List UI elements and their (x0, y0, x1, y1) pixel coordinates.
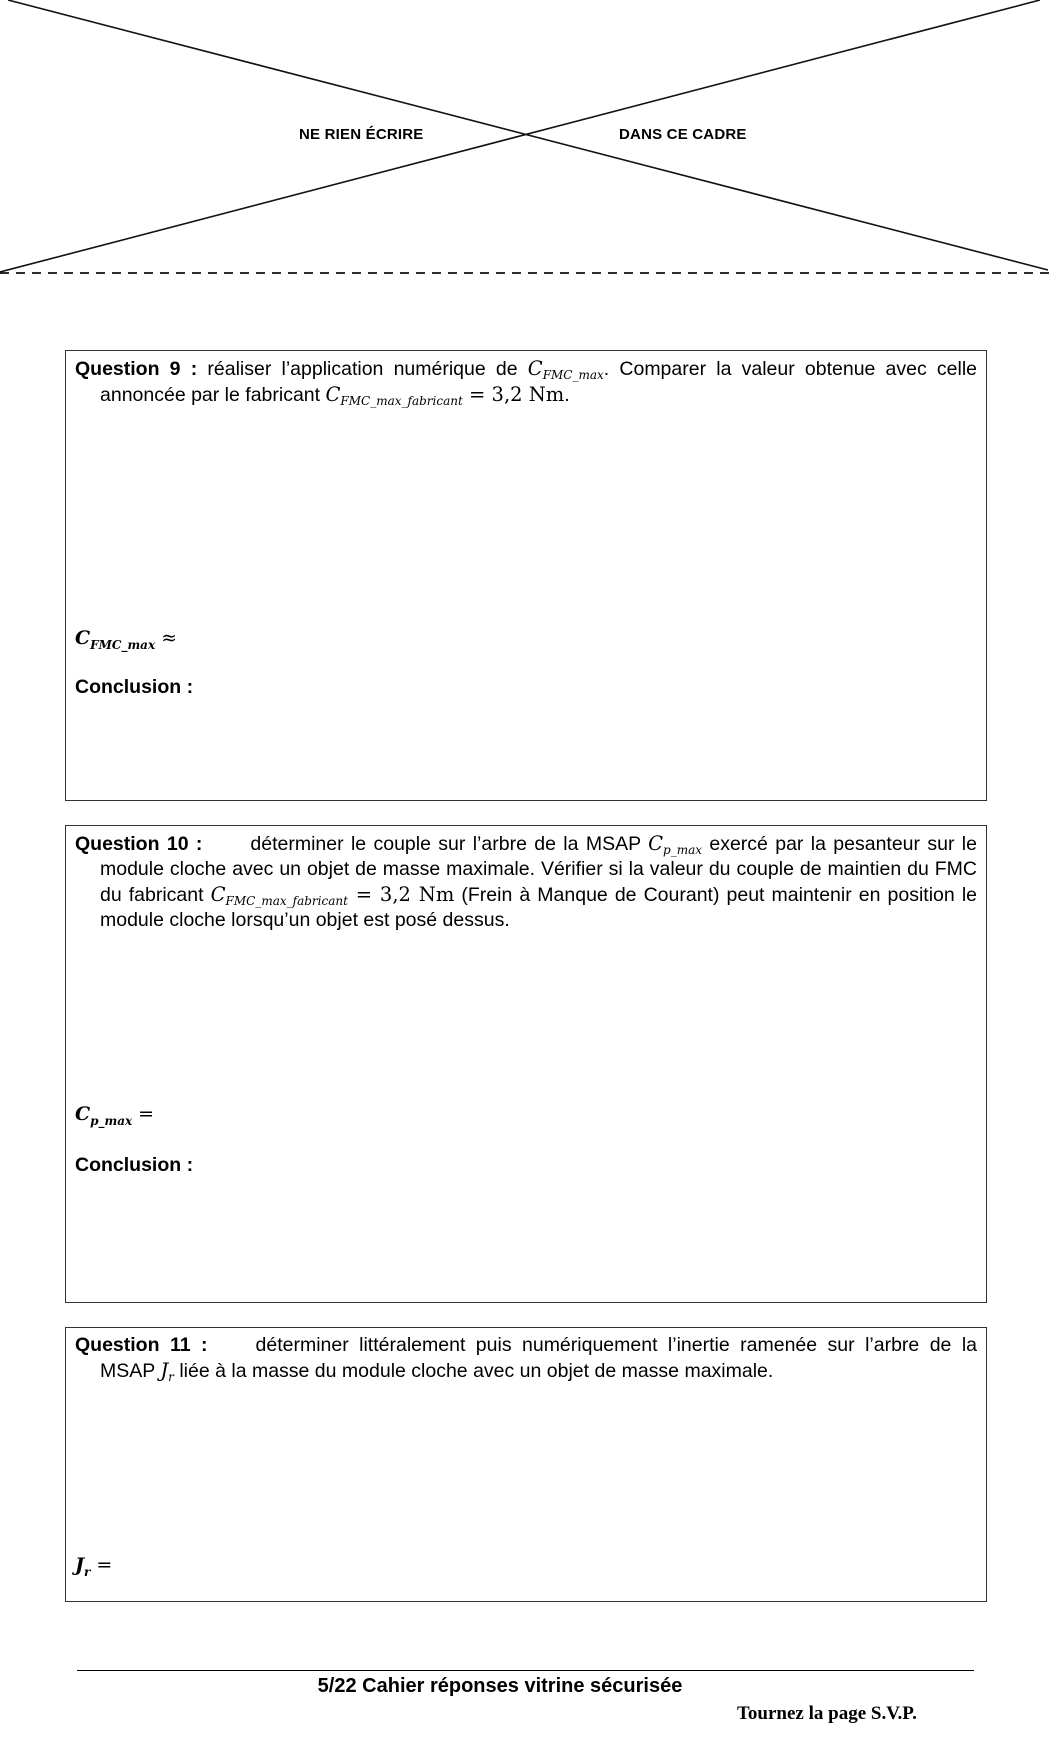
no-write-zone (0, 0, 1054, 290)
answer-c-fmc-max[interactable]: $C_{FMC\_max}$ ≈ (75, 627, 178, 652)
question-11-text-b: liée à la masse du module cloche avec un objet de masse maximale. (173, 1360, 774, 1382)
question-10-text (75, 831, 977, 933)
question-10-box[interactable] (65, 825, 987, 1303)
question-9-text-b: . Comparer la valeur obtenue avec celle annoncée par le fabricant (100, 358, 978, 406)
symbol-j-r: $J_r$ (160, 1359, 174, 1384)
question-10-text-b: exercé par la pesanteur sur le module cloche avec un objet de masse maximale. Vérifier si la valeur du couple de maintien du FMC du fabricant (100, 833, 977, 906)
symbol-c-p-max: $C_{p\_max}$ (648, 832, 702, 857)
question-10-text-c: (Frein à Manque de Courant) peut maintenir en position le module cloche lorsqu’un objet est posé dessus. (100, 884, 977, 931)
answer-c-p-max[interactable]: $C_{p\_max}$ = (75, 1103, 155, 1128)
question-11-text-a: déterminer littéralement puis numériquement l’inertie ramenée sur l’arbre de la MSAP (100, 1334, 977, 1382)
footer-turn-page: Tournez la page S.V.P. (737, 1703, 917, 1724)
footer-rule (77, 1670, 974, 1671)
question-9-conclusion-label: Conclusion : (75, 676, 194, 698)
question-9-box[interactable] (65, 350, 987, 801)
symbol-c-fmc-max-fabricant: $C_{FMC\_max\_fabricant}$ (325, 383, 463, 408)
header-right-text: DANS CE CADRE (619, 126, 747, 143)
question-9-text: Question 9 : réaliser l’application numérique de $C_{FMC\_max}$. Comparer la valeur obtenue avec celle annoncée par le fabricant $C_{FMC\_max\_fabricant} = 3,2$ Nm. (75, 357, 978, 408)
question-11-label: Question 11 : (75, 1334, 208, 1356)
question-10-conclusion-label: Conclusion : (75, 1154, 194, 1176)
value-3-2-nm: = 3,2 Nm (347, 883, 455, 906)
question-11-text (75, 1333, 977, 1384)
value-3-2-nm: = 3,2 Nm (462, 383, 565, 406)
question-10-label: Question 10 : (75, 833, 203, 855)
footer-page-info: 5/22 Cahier réponses vitrine sécurisée (317, 1675, 683, 1697)
answer-j-r[interactable]: $J_r$ = (75, 1554, 113, 1579)
symbol-c-fmc-max-fabricant: $C_{FMC\_max\_fabricant}$ (210, 883, 348, 908)
header-left-text: NE RIEN ÉCRIRE (299, 126, 424, 143)
question-9-text-a: réaliser l’application numérique de (207, 358, 528, 380)
question-11-box[interactable] (65, 1327, 987, 1602)
question-9-label: Question 9 : (75, 358, 198, 380)
question-10-text-a: déterminer le couple sur l’arbre de la MSAP (250, 833, 649, 855)
symbol-c-fmc-max: $C_{FMC\_max}$ (527, 357, 604, 382)
